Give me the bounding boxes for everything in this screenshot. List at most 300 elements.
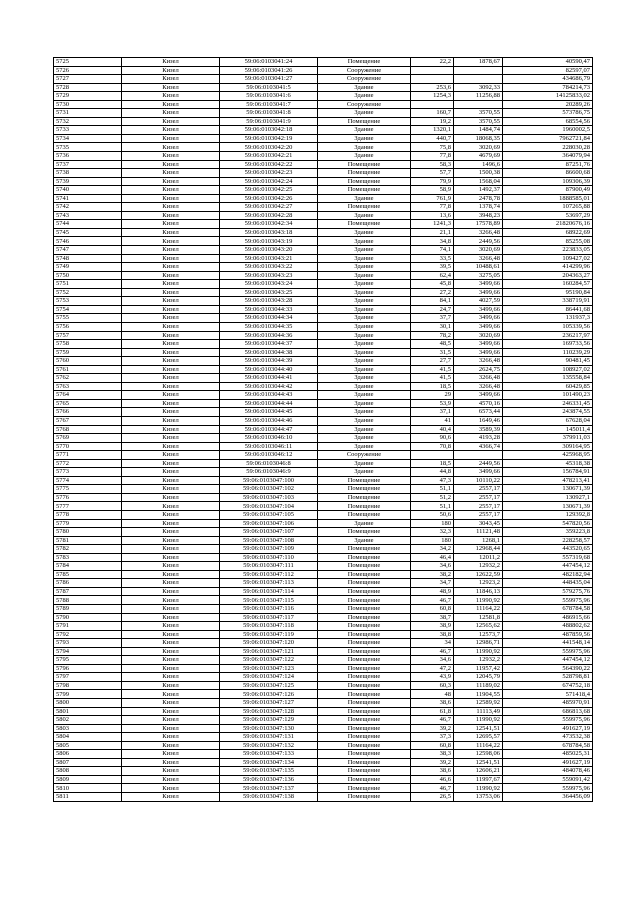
row-number: 5796 — [54, 664, 122, 673]
cadastral-value-cell: 484078,46 — [503, 767, 593, 776]
cadastral-value-cell: 678784,58 — [503, 741, 593, 750]
table-row — [54, 100, 593, 109]
area-cell: 41,5 — [411, 365, 454, 374]
cadastral-number-cell: 59:06:0103047:132 — [220, 741, 318, 750]
rate-cell: 11957,42 — [454, 664, 503, 673]
city-cell: Кизел — [122, 459, 220, 468]
area-cell: 33,5 — [411, 254, 454, 263]
area-cell: 62,4 — [411, 271, 454, 280]
cadastral-number-cell: 59:06:0103047:137 — [220, 784, 318, 793]
cadastral-number-cell: 59:06:0103043:22 — [220, 263, 318, 272]
rate-cell: 12932,2 — [454, 656, 503, 665]
row-number: 5729 — [54, 92, 122, 101]
object-type-cell: Здание — [318, 297, 411, 306]
area-cell: 51,2 — [411, 493, 454, 502]
city-cell: Кизел — [122, 502, 220, 511]
rate-cell: 4027,59 — [454, 297, 503, 306]
table-row — [54, 664, 593, 673]
object-type-cell: Помещение — [318, 485, 411, 494]
cadastral-number-cell: 59:06:0103047:126 — [220, 690, 318, 699]
city-cell: Кизел — [122, 83, 220, 92]
cadastral-number-cell: 59:06:0103043:18 — [220, 228, 318, 237]
cadastral-value-cell: 379911,03 — [503, 434, 593, 443]
table-row — [54, 681, 593, 690]
object-type-cell: Помещение — [318, 553, 411, 562]
row-number: 5779 — [54, 519, 122, 528]
row-number: 5752 — [54, 288, 122, 297]
area-cell: 32,3 — [411, 528, 454, 537]
cadastral-value-cell: 338719,91 — [503, 297, 593, 306]
rate-cell: 2624,75 — [454, 365, 503, 374]
cadastral-number-cell: 59:06:0103042:21 — [220, 152, 318, 161]
city-cell: Кизел — [122, 391, 220, 400]
cadastral-value-cell: 90481,45 — [503, 357, 593, 366]
cadastral-number-cell: 59:06:0103044:40 — [220, 365, 318, 374]
cadastral-value-cell: 105339,56 — [503, 322, 593, 331]
cadastral-number-cell: 59:06:0103041:7 — [220, 100, 318, 109]
object-type-cell: Помещение — [318, 579, 411, 588]
cadastral-value-cell: 528798,81 — [503, 673, 593, 682]
table-row — [54, 724, 593, 733]
rate-cell: 3499,66 — [454, 340, 503, 349]
row-number: 5788 — [54, 596, 122, 605]
city-cell: Кизел — [122, 100, 220, 109]
table-row — [54, 468, 593, 477]
cadastral-value-cell: 228030,28 — [503, 143, 593, 152]
object-type-cell: Помещение — [318, 502, 411, 511]
area-cell: 90,6 — [411, 434, 454, 443]
table-row — [54, 767, 593, 776]
row-number: 5728 — [54, 83, 122, 92]
city-cell: Кизел — [122, 647, 220, 656]
object-type-cell: Здание — [318, 152, 411, 161]
row-number: 5772 — [54, 459, 122, 468]
cadastral-value-cell: 364079,94 — [503, 152, 593, 161]
city-cell: Кизел — [122, 758, 220, 767]
city-cell: Кизел — [122, 425, 220, 434]
row-number: 5784 — [54, 562, 122, 571]
cadastral-value-cell: 131937,3 — [503, 314, 593, 323]
city-cell: Кизел — [122, 271, 220, 280]
cadastral-number-cell: 59:06:0103047:100 — [220, 476, 318, 485]
object-type-cell: Помещение — [318, 220, 411, 229]
table-row — [54, 203, 593, 212]
object-type-cell: Помещение — [318, 562, 411, 571]
cadastral-value-cell: 485025,31 — [503, 750, 593, 759]
row-number: 5770 — [54, 442, 122, 451]
area-cell: 53,9 — [411, 399, 454, 408]
object-type-cell: Помещение — [318, 656, 411, 665]
cadastral-value-cell: 169733,56 — [503, 340, 593, 349]
cadastral-number-cell: 59:06:0103047:119 — [220, 630, 318, 639]
cadastral-value-cell: 559975,96 — [503, 596, 593, 605]
table-row — [54, 263, 593, 272]
rate-cell: 11990,92 — [454, 647, 503, 656]
cadastral-number-cell: 59:06:0103044:47 — [220, 425, 318, 434]
object-type-cell: Здание — [318, 109, 411, 118]
cadastral-value-cell: 87251,76 — [503, 160, 593, 169]
cadastral-value-cell: 53697,29 — [503, 211, 593, 220]
area-cell: 84,1 — [411, 297, 454, 306]
rate-cell: 3266,48 — [454, 382, 503, 391]
area-cell: 22,2 — [411, 58, 454, 67]
rate-cell: 2557,17 — [454, 510, 503, 519]
object-type-cell: Помещение — [318, 160, 411, 169]
table-row — [54, 596, 593, 605]
cadastral-value-cell: 67628,04 — [503, 416, 593, 425]
city-cell: Кизел — [122, 784, 220, 793]
cadastral-value-cell: 686813,68 — [503, 707, 593, 716]
table-row — [54, 451, 593, 460]
row-number: 5751 — [54, 280, 122, 289]
area-cell: 77,8 — [411, 203, 454, 212]
rate-cell: 12968,44 — [454, 545, 503, 554]
cadastral-value-cell: 40590,47 — [503, 58, 593, 67]
object-type-cell: Здание — [318, 305, 411, 314]
object-type-cell: Помещение — [318, 510, 411, 519]
table-row — [54, 143, 593, 152]
table-row — [54, 425, 593, 434]
table-row — [54, 152, 593, 161]
row-number: 5802 — [54, 716, 122, 725]
row-number: 5807 — [54, 758, 122, 767]
rate-cell: 11121,48 — [454, 528, 503, 537]
area-cell: 38,6 — [411, 699, 454, 708]
table-row — [54, 630, 593, 639]
rate-cell: 3499,66 — [454, 305, 503, 314]
table-row — [54, 331, 593, 340]
city-cell: Кизел — [122, 622, 220, 631]
object-type-cell: Здание — [318, 340, 411, 349]
cadastral-value-cell: 82597,07 — [503, 66, 593, 75]
table-row — [54, 613, 593, 622]
object-type-cell: Здание — [318, 254, 411, 263]
city-cell: Кизел — [122, 322, 220, 331]
city-cell: Кизел — [122, 707, 220, 716]
rate-cell — [454, 75, 503, 84]
row-number: 5780 — [54, 528, 122, 537]
object-type-cell: Здание — [318, 357, 411, 366]
area-cell: 77,8 — [411, 152, 454, 161]
object-type-cell: Помещение — [318, 186, 411, 195]
cadastral-number-cell: 59:06:0103047:122 — [220, 656, 318, 665]
rate-cell: 1649,46 — [454, 416, 503, 425]
row-number: 5725 — [54, 58, 122, 67]
cadastral-value-cell: 491627,19 — [503, 724, 593, 733]
area-cell — [411, 100, 454, 109]
cadastral-value-cell: 85255,08 — [503, 237, 593, 246]
object-type-cell: Сооружение — [318, 100, 411, 109]
cadastral-value-cell: 87900,49 — [503, 186, 593, 195]
cadastral-number-cell: 59:06:0103044:43 — [220, 391, 318, 400]
object-type-cell: Здание — [318, 391, 411, 400]
area-cell: 44,8 — [411, 468, 454, 477]
city-cell: Кизел — [122, 434, 220, 443]
city-cell: Кизел — [122, 587, 220, 596]
object-type-cell: Помещение — [318, 647, 411, 656]
area-cell: 60,3 — [411, 681, 454, 690]
area-cell: 37,3 — [411, 733, 454, 742]
object-type-cell: Помещение — [318, 733, 411, 742]
area-cell: 39,2 — [411, 724, 454, 733]
cadastral-value-cell: 86441,68 — [503, 305, 593, 314]
row-number: 5799 — [54, 690, 122, 699]
object-type-cell: Помещение — [318, 528, 411, 537]
cadastral-number-cell: 59:06:0103044:35 — [220, 322, 318, 331]
table-row — [54, 605, 593, 614]
table-row — [54, 340, 593, 349]
area-cell: 43,9 — [411, 673, 454, 682]
cadastral-value-cell: 547820,56 — [503, 519, 593, 528]
cadastral-value-cell: 204363,27 — [503, 271, 593, 280]
object-type-cell: Здание — [318, 314, 411, 323]
table-row — [54, 382, 593, 391]
city-cell: Кизел — [122, 570, 220, 579]
city-cell: Кизел — [122, 596, 220, 605]
cadastral-value-cell: 101490,23 — [503, 391, 593, 400]
city-cell: Кизел — [122, 741, 220, 750]
area-cell: 58,3 — [411, 160, 454, 169]
table-row — [54, 134, 593, 143]
table-row — [54, 476, 593, 485]
object-type-cell: Помещение — [318, 673, 411, 682]
table-row — [54, 246, 593, 255]
object-type-cell: Помещение — [318, 596, 411, 605]
rate-cell: 11990,92 — [454, 596, 503, 605]
row-number: 5748 — [54, 254, 122, 263]
cadastral-number-cell: 59:06:0103044:34 — [220, 314, 318, 323]
row-number: 5794 — [54, 647, 122, 656]
row-number: 5804 — [54, 733, 122, 742]
object-type-cell: Помещение — [318, 587, 411, 596]
city-cell: Кизел — [122, 169, 220, 178]
table-row — [54, 177, 593, 186]
city-cell: Кизел — [122, 177, 220, 186]
cadastral-number-cell: 59:06:0103043:28 — [220, 297, 318, 306]
row-number: 5775 — [54, 485, 122, 494]
table-row — [54, 109, 593, 118]
table-row — [54, 716, 593, 725]
object-type-cell: Здание — [318, 434, 411, 443]
city-cell: Кизел — [122, 246, 220, 255]
cadastral-number-cell: 59:06:0103043:23 — [220, 271, 318, 280]
area-cell: 1254,3 — [411, 92, 454, 101]
object-type-cell: Помещение — [318, 784, 411, 793]
area-cell: 47,2 — [411, 664, 454, 673]
cadastral-value-cell: 107265,88 — [503, 203, 593, 212]
rate-cell: 12598,06 — [454, 750, 503, 759]
area-cell: 46,6 — [411, 775, 454, 784]
rate-cell: 12589,92 — [454, 699, 503, 708]
cadastral-value-cell: 60429,85 — [503, 382, 593, 391]
cadastral-number-cell: 59:06:0103042:25 — [220, 186, 318, 195]
table-row — [54, 528, 593, 537]
table-row — [54, 741, 593, 750]
table-row — [54, 66, 593, 75]
city-cell: Кизел — [122, 408, 220, 417]
cadastral-value-cell: 486915,66 — [503, 613, 593, 622]
city-cell: Кизел — [122, 519, 220, 528]
table-row — [54, 587, 593, 596]
object-type-cell: Сооружение — [318, 75, 411, 84]
cadastral-number-cell: 59:06:0103044:44 — [220, 399, 318, 408]
table-row — [54, 408, 593, 417]
cadastral-number-cell: 59:06:0103043:24 — [220, 280, 318, 289]
rate-cell: 18068,35 — [454, 134, 503, 143]
rate-cell: 12011,2 — [454, 553, 503, 562]
row-number: 5776 — [54, 493, 122, 502]
row-number: 5750 — [54, 271, 122, 280]
object-type-cell: Помещение — [318, 767, 411, 776]
rate-cell — [454, 66, 503, 75]
cadastral-number-cell: 59:06:0103047:109 — [220, 545, 318, 554]
cadastral-value-cell: 1888585,01 — [503, 194, 593, 203]
cadastral-value-cell: 243874,55 — [503, 408, 593, 417]
cadastral-number-cell: 59:06:0103047:105 — [220, 510, 318, 519]
row-number: 5791 — [54, 622, 122, 631]
area-cell: 40,4 — [411, 425, 454, 434]
cadastral-number-cell: 59:06:0103047:127 — [220, 699, 318, 708]
area-cell: 78,2 — [411, 331, 454, 340]
table-row — [54, 459, 593, 468]
row-number: 5740 — [54, 186, 122, 195]
rate-cell — [454, 100, 503, 109]
object-type-cell: Помещение — [318, 630, 411, 639]
city-cell: Кизел — [122, 143, 220, 152]
rate-cell: 3589,39 — [454, 425, 503, 434]
cadastral-number-cell: 59:06:0103046:11 — [220, 442, 318, 451]
cadastral-value-cell: 441548,14 — [503, 639, 593, 648]
table-row — [54, 305, 593, 314]
row-number: 5739 — [54, 177, 122, 186]
cadastral-value-table — [53, 57, 593, 802]
cadastral-value-cell: 68922,69 — [503, 228, 593, 237]
area-cell — [411, 66, 454, 75]
city-cell: Кизел — [122, 254, 220, 263]
cadastral-number-cell: 59:06:0103046:10 — [220, 434, 318, 443]
city-cell: Кизел — [122, 220, 220, 229]
cadastral-value-cell: 678784,58 — [503, 605, 593, 614]
row-number: 5744 — [54, 220, 122, 229]
cadastral-value-cell: 228258,57 — [503, 536, 593, 545]
table-row — [54, 357, 593, 366]
row-number: 5787 — [54, 587, 122, 596]
object-type-cell: Здание — [318, 271, 411, 280]
cadastral-value-cell: 487859,56 — [503, 630, 593, 639]
rate-cell: 1484,74 — [454, 126, 503, 135]
cadastral-number-cell: 59:06:0103047:129 — [220, 716, 318, 725]
row-number: 5745 — [54, 228, 122, 237]
table-body — [54, 58, 593, 802]
area-cell: 253,6 — [411, 83, 454, 92]
city-cell: Кизел — [122, 630, 220, 639]
cadastral-number-cell: 59:06:0103047:121 — [220, 647, 318, 656]
city-cell: Кизел — [122, 468, 220, 477]
city-cell: Кизел — [122, 365, 220, 374]
cadastral-value-cell: 223833,05 — [503, 246, 593, 255]
row-number: 5761 — [54, 365, 122, 374]
table-row — [54, 673, 593, 682]
rate-cell: 3266,48 — [454, 374, 503, 383]
table-row — [54, 211, 593, 220]
row-number: 5797 — [54, 673, 122, 682]
object-type-cell: Здание — [318, 468, 411, 477]
rate-cell: 17578,89 — [454, 220, 503, 229]
row-number: 5778 — [54, 510, 122, 519]
cadastral-value-cell: 20289,26 — [503, 100, 593, 109]
city-cell: Кизел — [122, 451, 220, 460]
cadastral-value-cell: 309164,95 — [503, 442, 593, 451]
city-cell: Кизел — [122, 357, 220, 366]
table-row — [54, 553, 593, 562]
object-type-cell: Здание — [318, 519, 411, 528]
cadastral-value-cell: 414299,96 — [503, 263, 593, 272]
area-cell: 57,7 — [411, 169, 454, 178]
cadastral-number-cell: 59:06:0103042:20 — [220, 143, 318, 152]
cadastral-value-cell: 478213,41 — [503, 476, 593, 485]
rate-cell — [454, 451, 503, 460]
object-type-cell: Здание — [318, 194, 411, 203]
row-number: 5785 — [54, 570, 122, 579]
row-number: 5732 — [54, 117, 122, 126]
object-type-cell: Здание — [318, 348, 411, 357]
object-type-cell: Здание — [318, 331, 411, 340]
table-row — [54, 297, 593, 306]
table-row — [54, 775, 593, 784]
row-number: 5758 — [54, 340, 122, 349]
rate-cell: 3043,45 — [454, 519, 503, 528]
rate-cell: 1878,67 — [454, 58, 503, 67]
table-row — [54, 237, 593, 246]
city-cell: Кизел — [122, 476, 220, 485]
object-type-cell: Здание — [318, 322, 411, 331]
area-cell: 51,1 — [411, 502, 454, 511]
row-number: 5733 — [54, 126, 122, 135]
city-cell: Кизел — [122, 126, 220, 135]
cadastral-number-cell: 59:06:0103041:9 — [220, 117, 318, 126]
row-number: 5756 — [54, 322, 122, 331]
cadastral-value-cell: 95190,84 — [503, 288, 593, 297]
city-cell: Кизел — [122, 545, 220, 554]
city-cell: Кизел — [122, 92, 220, 101]
rate-cell: 12622,59 — [454, 570, 503, 579]
rate-cell: 12045,79 — [454, 673, 503, 682]
city-cell: Кизел — [122, 416, 220, 425]
row-number: 5769 — [54, 434, 122, 443]
cadastral-number-cell: 59:06:0103042:27 — [220, 203, 318, 212]
object-type-cell: Помещение — [318, 699, 411, 708]
cadastral-value-cell: 434686,79 — [503, 75, 593, 84]
area-cell: 48 — [411, 690, 454, 699]
object-type-cell: Здание — [318, 459, 411, 468]
area-cell: 29 — [411, 391, 454, 400]
area-cell: 37,7 — [411, 314, 454, 323]
area-cell: 46,4 — [411, 553, 454, 562]
cadastral-value-cell: 130927,1 — [503, 493, 593, 502]
row-number: 5753 — [54, 297, 122, 306]
area-cell: 38,9 — [411, 622, 454, 631]
city-cell: Кизел — [122, 724, 220, 733]
city-cell: Кизел — [122, 639, 220, 648]
rate-cell: 1568,04 — [454, 177, 503, 186]
rate-cell: 4366,74 — [454, 442, 503, 451]
table-row — [54, 434, 593, 443]
cadastral-value-cell: 45318,38 — [503, 459, 593, 468]
cadastral-value-cell: 364456,09 — [503, 793, 593, 802]
cadastral-number-cell: 59:06:0103047:103 — [220, 493, 318, 502]
rate-cell: 3499,66 — [454, 468, 503, 477]
city-cell: Кизел — [122, 664, 220, 673]
